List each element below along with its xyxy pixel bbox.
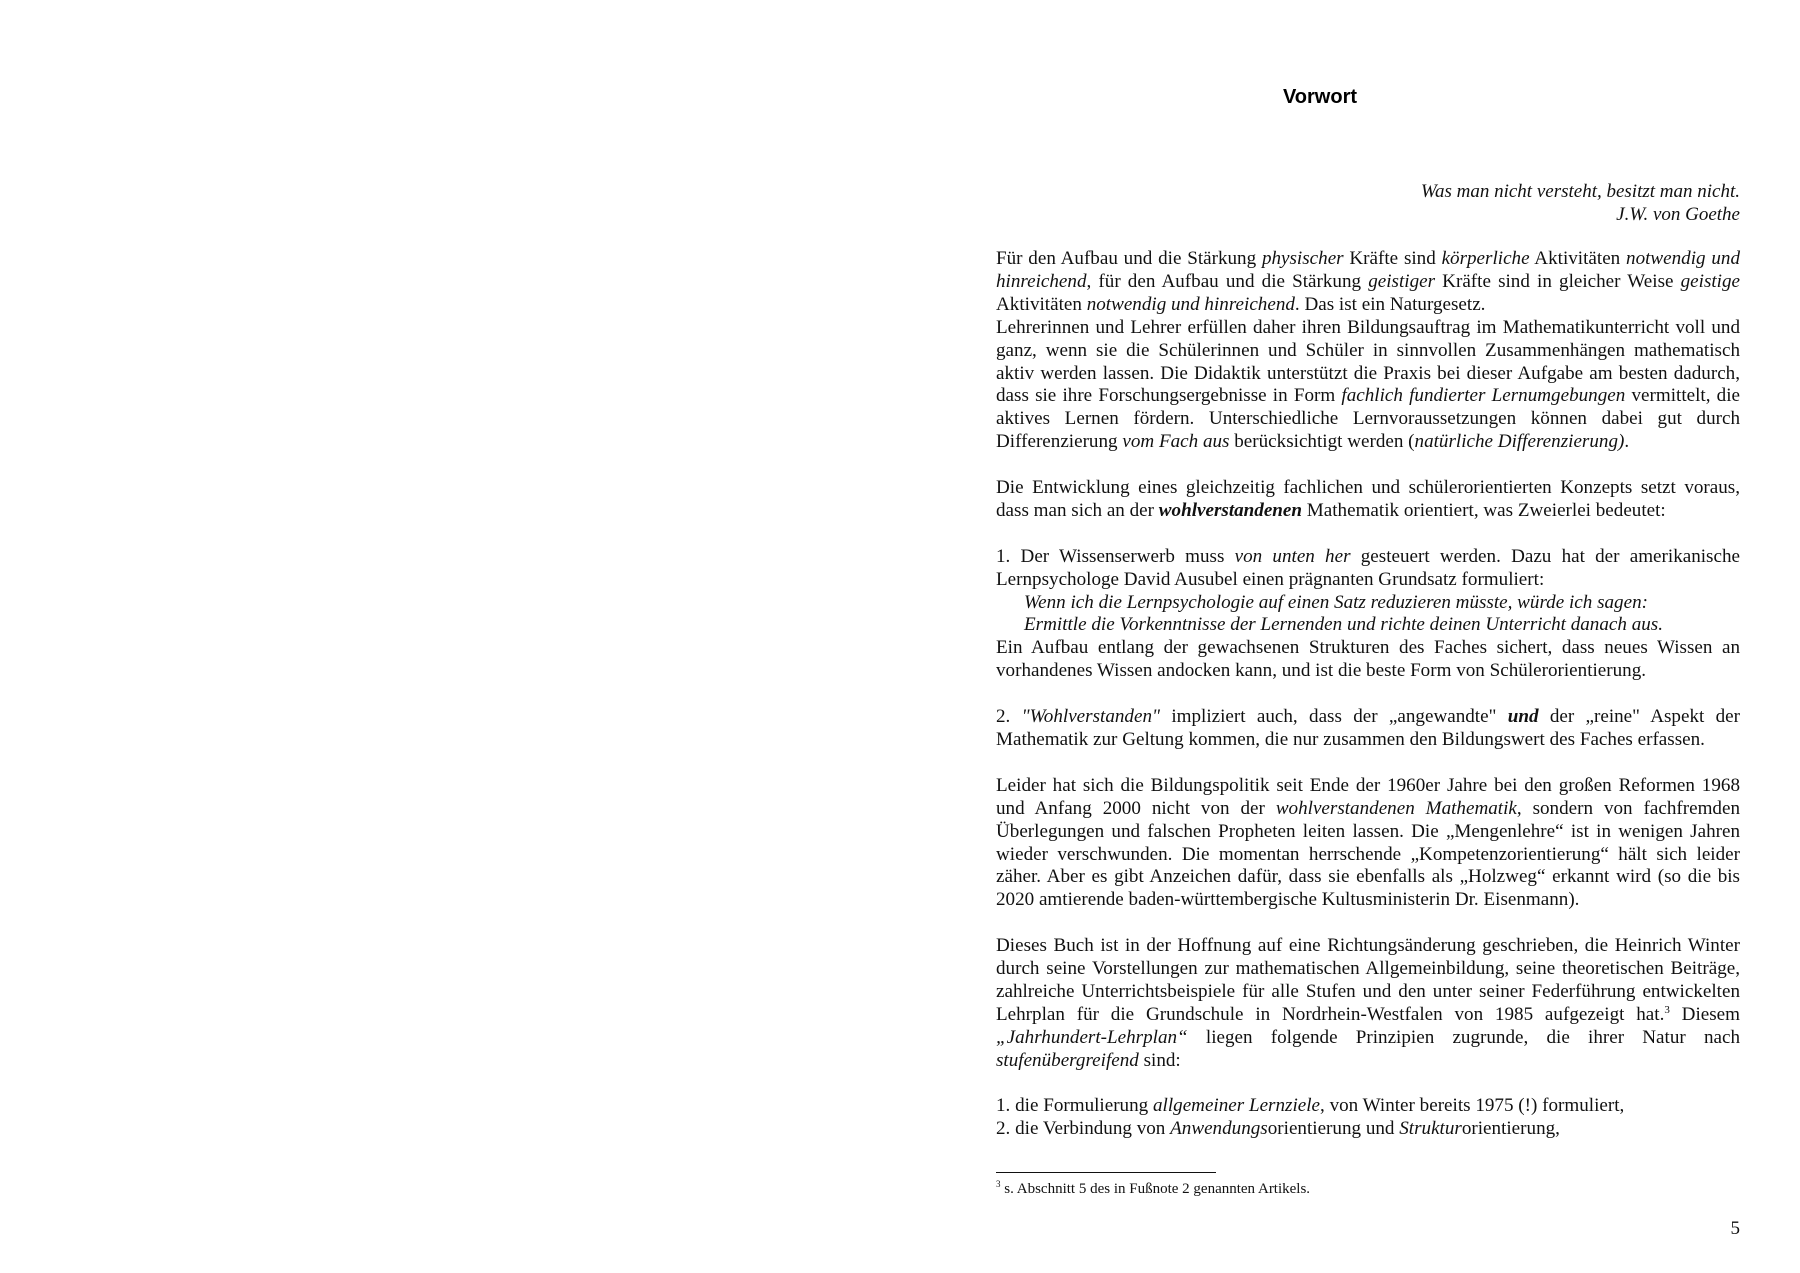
footnote-reference: 3	[1664, 1003, 1670, 1016]
paragraph-5: 2. "Wohlverstanden" impliziert auch, dass der „angewandte" und der „reine" Aspekt der Mathematik zur Geltung kommen, die nur zusammen den Bildungswert des Faches erfassen.	[996, 706, 1741, 750]
footnote-divider	[996, 1172, 1216, 1173]
footnote-number: 3	[996, 1179, 1001, 1189]
footnote-text: s. Abschnitt 5 des in Fußnote 2 genannten Artikels.	[1000, 1181, 1311, 1197]
paragraph-4: 1. Der Wissenserwerb muss von unten her gesteuert werden. Dazu hat der amerikanische Lernpsychologe David Ausubel einen prägnanten Grundsatz formuliert:	[996, 545, 1740, 590]
principle-list-item-1: 1. die Formulierung allgemeiner Lernziele, von Winter bereits 1975 (!) formuliert,	[996, 1095, 1625, 1117]
paragraph-gap	[996, 912, 1740, 935]
paragraph-gap	[996, 752, 1740, 775]
epigraph-quote: Was man nicht versteht, besitzt man nicht.	[1420, 181, 1740, 202]
footnote	[996, 1180, 1740, 1198]
ausubel-quote-line-1: Wenn ich die Lernpsychologie auf einen Satz reduzieren müsste, würde ich sagen:	[1024, 591, 1648, 613]
paragraph-2: Lehrerinnen und Lehrer erfüllen daher ihren Bildungsauftrag im Mathematikunterricht voll und ganz, wenn sie die Schülerinnen und Schüler in sinnvollen Zusammenhängen mathematisch aktiv werden lassen. Die Didaktik unterstützt die Praxis bei dieser Aufgabe am besten dadurch, dass sie ihre Forschungsergebnisse in Form fachlich fundierter Lernumgebungen vermittelt, die aktives Lernen fördern. Unterschiedliche Lernvoraussetzungen können dabei gut durch Differenzierung vom Fach aus berücksichtigt werden (natürliche Differenzierung).	[996, 316, 1740, 453]
epigraph-author: J.W. von Goethe	[1616, 204, 1740, 225]
body-text	[996, 248, 1740, 1141]
principle-list-item-2: 2. die Verbindung von Anwendungsorientierung und Strukturorientierung,	[996, 1118, 1560, 1140]
page-number: 5	[1730, 1218, 1740, 1239]
paragraph-3: Die Entwicklung eines gleichzeitig fachlichen und schülerorientierten Konzepts setzt voraus, dass man sich an der wohlverstandenen Mathematik orientiert, was Zweierlei bedeutet:	[996, 477, 1740, 521]
paragraph-4-continued: Ein Aufbau entlang der gewachsenen Strukturen des Faches sichert, dass neues Wissen an vorhandenes Wissen andocken kann, und ist die beste Form von Schülerorientierung.	[996, 637, 1740, 682]
ausubel-quote-line-2: Ermittle die Vorkenntnisse der Lernenden und richte deinen Unterricht danach aus.	[1024, 614, 1663, 636]
paragraph-gap	[996, 523, 1740, 546]
paragraph-gap	[996, 454, 1740, 477]
paragraph-gap	[996, 1073, 1740, 1096]
paragraph-6: Leider hat sich die Bildungspolitik seit Ende der 1960er Jahre bei den großen Reformen 1968 und Anfang 2000 nicht von der wohlverstandenen Mathematik, sondern von fachfremden Überlegungen und falschen Propheten leiten lassen. Die „Mengenlehre“ ist in wenigen Jahren wieder verschwunden. Die momentan herrschende „Kompetenzorientierung“ hält sich leider zäher. Aber es gibt Anzeichen dafür, dass sie ebenfalls als „Holzweg“ erkannt wird (so die bis 2020 amtierende baden-württembergische Kultusministerin Dr. Eisenmann).	[996, 774, 1740, 911]
paragraph-1: Für den Aufbau und die Stärkung physischer Kräfte sind körperliche Aktivitäten notwendig und hinreichend, für den Aufbau und die Stärkung geistiger Kräfte sind in gleicher Weise geistige Aktivitäten notwendig und hinreichend. Das ist ein Naturgesetz.	[996, 248, 1741, 315]
paragraph-gap	[996, 683, 1740, 706]
page-title: Vorwort	[1282, 86, 1358, 108]
epigraph	[1100, 180, 1740, 226]
paragraph-7: Dieses Buch ist in der Hoffnung auf eine Richtungsänderung geschrieben, die Heinrich Winter durch seine Vorstellungen zur mathematischen Allgemeinbildung, seine theoretischen Beiträge, zahlreiche Unterrichtsbeispiele für alle Stufen und den unter seiner Federführung entwickelten Lehrplan für die Grundschule in Nordrhein-Westfalen von 1985 aufgezeigt hat.$^3$ Diesem „Jahrhundert-Lehrplan“ liegen folgende Prinzipien zugrunde, die ihrer Natur nach stufenübergreifend sind:	[996, 935, 1740, 1071]
